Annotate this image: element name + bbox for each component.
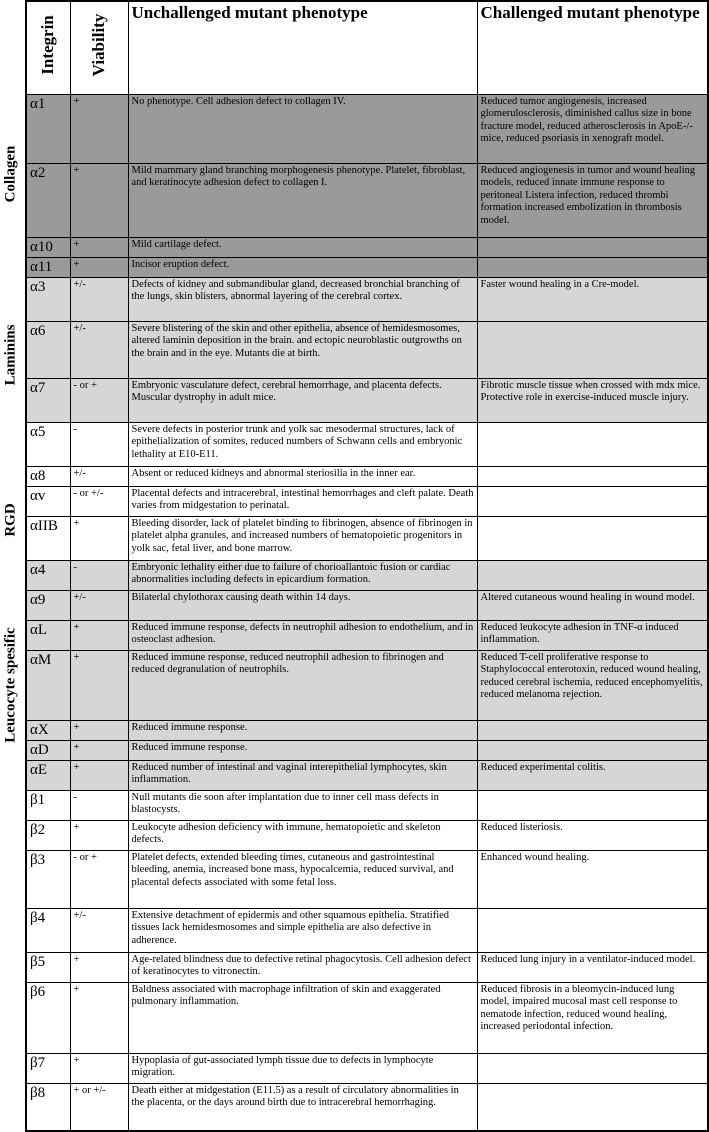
viability-cell: + xyxy=(70,740,128,760)
table-row xyxy=(26,740,708,760)
integrin-cell: α9 xyxy=(26,590,70,620)
challenged-cell xyxy=(477,560,708,590)
table-row xyxy=(26,560,708,590)
table-row xyxy=(26,277,708,321)
group-laminins-text: Laminins xyxy=(2,324,19,386)
viability-cell: - or +/- xyxy=(70,486,128,516)
group-label-laminins xyxy=(0,270,22,440)
viability-cell: +/- xyxy=(70,277,128,321)
viability-cell: - or + xyxy=(70,378,128,422)
challenged-cell xyxy=(477,1053,708,1083)
challenged-cell: Reduced experimental colitis. xyxy=(477,760,708,790)
challenged-cell: Altered cutaneous wound healing in wound model. xyxy=(477,590,708,620)
integrin-cell: β1 xyxy=(26,790,70,820)
integrin-cell: αv xyxy=(26,486,70,516)
unchallenged-cell: Platelet defects, extended bleeding times, cutaneous and gastrointestinal bleeding, anemia, increased bone mass, hypocalcemia, reduced survival, and placental defects associated with some fetal loss. xyxy=(128,850,477,908)
unchallenged-cell: Extensive detachment of epidermis and other squamous epithelia. Stratified tissues lack hemidesmosomes and simple epithelia are also defective in adherence. xyxy=(128,908,477,952)
challenged-cell: Fibrotic muscle tissue when crossed with mdx mice. Protective role in exercise-induced muscle injury. xyxy=(477,378,708,422)
viability-cell: +/- xyxy=(70,908,128,952)
table-row xyxy=(26,760,708,790)
table-row xyxy=(26,237,708,257)
challenged-cell xyxy=(477,321,708,378)
integrin-cell: αX xyxy=(26,720,70,740)
group-leucocyte-text: Leucocyte spesific xyxy=(2,627,19,743)
table-row xyxy=(26,720,708,740)
unchallenged-cell: Defects of kidney and submandibular gland, decreased bronchial branching of the lungs, skin blisters, abnormal layering of the cerebral cortex. xyxy=(128,277,477,321)
group-label-leucocyte xyxy=(0,600,22,770)
challenged-cell: Reduced leukocyte adhesion in TNF-α induced inflammation. xyxy=(477,620,708,650)
integrin-cell: αD xyxy=(26,740,70,760)
unchallenged-cell: Reduced number of intestinal and vaginal interepithelial lymphocytes, skin inflammation. xyxy=(128,760,477,790)
unchallenged-cell: Reduced immune response. xyxy=(128,740,477,760)
viability-cell: + xyxy=(70,94,128,163)
integrin-cell: αM xyxy=(26,650,70,720)
integrin-cell: β4 xyxy=(26,908,70,952)
unchallenged-cell: Bilaterlal chylothorax causing death within 14 days. xyxy=(128,590,477,620)
challenged-cell: Reduced angiogenesis in tumor and wound healing models, reduced innate immune response to peritoneal Listera infection, reduced thrombi formation increased embolization in thrombosis model. xyxy=(477,163,708,237)
challenged-cell xyxy=(477,790,708,820)
unchallenged-cell: Absent or reduced kidneys and abnormal steriosilia in the inner ear. xyxy=(128,466,477,486)
viability-cell: + xyxy=(70,982,128,1053)
viability-cell: + xyxy=(70,760,128,790)
integrin-cell: α7 xyxy=(26,378,70,422)
integrin-cell: β5 xyxy=(26,952,70,982)
unchallenged-cell: Age-related blindness due to defective retinal phagocytosis. Cell adhesion defect of keratinocytes to vitronectin. xyxy=(128,952,477,982)
challenged-cell: Reduced T-cell proliferative response to Staphylococcal enterotoxin, reduced wound healing, reduced cerebral ischemia, reduced encephomyelitis, reduced melanoma rejection. xyxy=(477,650,708,720)
unchallenged-cell: Bleeding disorder, lack of platelet binding to fibrinogen, absence of fibrinogen in platelet alpha granules, and increased numbers of hematopoietic progenitors in yolk sac, fetal liver, and bone marrow. xyxy=(128,516,477,560)
integrin-cell: αL xyxy=(26,620,70,650)
viability-cell: + xyxy=(70,163,128,237)
table-row xyxy=(26,163,708,237)
unchallenged-cell: Mild mammary gland branching morphogenesis phenotype. Platelet, fibroblast, and keratinocyte adhesion defect to collagen I. xyxy=(128,163,477,237)
table-row xyxy=(26,620,708,650)
integrin-cell: α3 xyxy=(26,277,70,321)
table-row xyxy=(26,321,708,378)
viability-cell: + xyxy=(70,257,128,277)
challenged-cell: Reduced fibrosis in a bleomycin-induced lung model, impaired mucosal mast cell response to nematode infection, reduced wound healing, increased periodontal infection. xyxy=(477,982,708,1053)
integrin-cell: α8 xyxy=(26,466,70,486)
header-integrin: Integrin xyxy=(26,1,70,94)
unchallenged-cell: Placental defects and intracerebral, intestinal hemorrhages and cleft palate. Death varies from midgestation to perinatal. xyxy=(128,486,477,516)
viability-cell: + xyxy=(70,620,128,650)
integrin-cell: α10 xyxy=(26,237,70,257)
unchallenged-cell: Severe defects in posterior trunk and yolk sac mesodermal structures, lack of epithelialization of somites, reduced numbers of Schwann cells and embryonic lethality at E10-E11. xyxy=(128,422,477,466)
challenged-cell: Faster wound healing in a Cre-model. xyxy=(477,277,708,321)
table-row xyxy=(26,466,708,486)
integrin-phenotype-table xyxy=(25,0,709,1132)
integrin-cell: αIIB xyxy=(26,516,70,560)
unchallenged-cell: Embryonic lethality either due to failure of chorioallantoic fusion or cardiac abnormalities including defects in epicardium formation. xyxy=(128,560,477,590)
integrin-cell: α11 xyxy=(26,257,70,277)
unchallenged-cell: Baldness associated with macrophage infiltration of skin and exaggerated pulmonary inflammation. xyxy=(128,982,477,1053)
integrin-cell: β7 xyxy=(26,1053,70,1083)
table-row xyxy=(26,422,708,466)
header-unchallenged: Unchallenged mutant phenotype xyxy=(128,1,477,94)
table-row xyxy=(26,850,708,908)
integrin-cell: α6 xyxy=(26,321,70,378)
viability-cell: - or + xyxy=(70,850,128,908)
viability-cell: + xyxy=(70,820,128,850)
challenged-cell xyxy=(477,486,708,516)
viability-cell: +/- xyxy=(70,466,128,486)
integrin-cell: α2 xyxy=(26,163,70,237)
viability-cell: + xyxy=(70,952,128,982)
viability-cell: + xyxy=(70,516,128,560)
viability-cell: - xyxy=(70,560,128,590)
integrin-cell: β2 xyxy=(26,820,70,850)
challenged-cell xyxy=(477,908,708,952)
viability-cell: + xyxy=(70,650,128,720)
viability-cell: + or +/- xyxy=(70,1083,128,1131)
table-row xyxy=(26,908,708,952)
integrin-cell: β3 xyxy=(26,850,70,908)
challenged-cell xyxy=(477,1083,708,1131)
viability-cell: + xyxy=(70,1053,128,1083)
challenged-cell xyxy=(477,257,708,277)
integrin-cell: β8 xyxy=(26,1083,70,1131)
unchallenged-cell: Reduced immune response. xyxy=(128,720,477,740)
table-row xyxy=(26,790,708,820)
challenged-cell: Reduced tumor angiogenesis, increased glomerulosclerosis, diminished callus size in bone fracture model, reduced atherosclerosis in ApoE-/- mice, reduced psoriasis in xenograft model. xyxy=(477,94,708,163)
integrin-cell: α4 xyxy=(26,560,70,590)
unchallenged-cell: Reduced immune response, defects in neutrophil adhesion to endothelium, and in osteoclast adhesion. xyxy=(128,620,477,650)
table-row xyxy=(26,378,708,422)
challenged-cell: Enhanced wound healing. xyxy=(477,850,708,908)
table-row xyxy=(26,952,708,982)
integrin-cell: α1 xyxy=(26,94,70,163)
unchallenged-cell: Hypoplasia of gut-associated lymph tissue due to defects in lymphocyte migration. xyxy=(128,1053,477,1083)
unchallenged-cell: Severe blistering of the skin and other epithelia, absence of hemidesmosomes, altered laminin deposition in the brain. and ectopic neuroblastic outgrowths on the brain and in the eye. Mutants die at birth. xyxy=(128,321,477,378)
group-label-rgd xyxy=(0,440,22,600)
challenged-cell xyxy=(477,740,708,760)
unchallenged-cell: Death either at midgestation (E11.5) as a result of circulatory abnormalities in the placenta, or the days around birth due to intracerebral hemorrhaging. xyxy=(128,1083,477,1131)
table-row xyxy=(26,1053,708,1083)
table-row xyxy=(26,590,708,620)
viability-cell: +/- xyxy=(70,590,128,620)
group-label-collagen xyxy=(0,95,22,253)
header-challenged: Challenged mutant phenotype xyxy=(477,1,708,94)
viability-cell: + xyxy=(70,720,128,740)
table-header-row xyxy=(26,1,708,94)
unchallenged-cell: Incisor eruption defect. xyxy=(128,257,477,277)
table-row xyxy=(26,257,708,277)
table-row xyxy=(26,486,708,516)
viability-cell: + xyxy=(70,237,128,257)
integrin-cell: αE xyxy=(26,760,70,790)
integrin-cell: β6 xyxy=(26,982,70,1053)
group-rgd-text: RGD xyxy=(2,503,19,537)
table-row xyxy=(26,516,708,560)
table-row xyxy=(26,94,708,163)
table-row xyxy=(26,982,708,1053)
unchallenged-cell: Null mutants die soon after implantation due to inner cell mass defects in blastocysts. xyxy=(128,790,477,820)
unchallenged-cell: Leukocyte adhesion deficiency with immune, hematopoietic and skeleton defects. xyxy=(128,820,477,850)
challenged-cell: Reduced listeriosis. xyxy=(477,820,708,850)
challenged-cell xyxy=(477,516,708,560)
challenged-cell: Reduced lung injury in a ventilator-induced model. xyxy=(477,952,708,982)
viability-cell: - xyxy=(70,422,128,466)
integrin-cell: α5 xyxy=(26,422,70,466)
challenged-cell xyxy=(477,237,708,257)
table-row xyxy=(26,820,708,850)
viability-cell: +/- xyxy=(70,321,128,378)
unchallenged-cell: Reduced immune response, reduced neutrophil adhesion to fibrinogen and reduced degranulation of neutrophils. xyxy=(128,650,477,720)
unchallenged-cell: No phenotype. Cell adhesion defect to collagen IV. xyxy=(128,94,477,163)
unchallenged-cell: Mild cartilage defect. xyxy=(128,237,477,257)
viability-cell: - xyxy=(70,790,128,820)
group-collagen-text: Collagen xyxy=(2,145,19,203)
table-row xyxy=(26,1083,708,1131)
header-viability: Viability xyxy=(70,1,128,94)
unchallenged-cell: Embryonic vasculature defect, cerebral hemorrhage, and placenta defects. Muscular dystrophy in adult mice. xyxy=(128,378,477,422)
table-row xyxy=(26,650,708,720)
challenged-cell xyxy=(477,466,708,486)
challenged-cell xyxy=(477,422,708,466)
challenged-cell xyxy=(477,720,708,740)
